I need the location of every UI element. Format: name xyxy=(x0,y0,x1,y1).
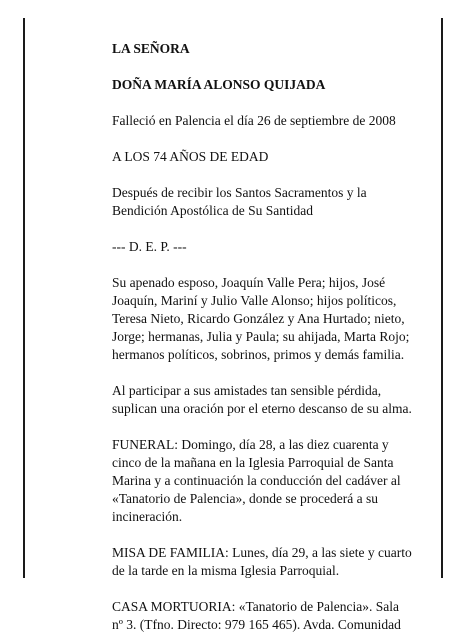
deceased-name: DOÑA MARÍA ALONSO QUIJADA xyxy=(112,77,326,92)
casa-mortuoria-paragraph: CASA MORTUORIA: «Tanatorio de Palencia». Sala nº 3. (Tfno. Directo: 979 165 465). Avda. Comunidad xyxy=(112,599,401,632)
obituary-text xyxy=(112,40,412,634)
dep-line: --- D. E. P. --- xyxy=(112,239,187,254)
age-line: A LOS 74 AÑOS DE EDAD xyxy=(112,149,269,164)
family-mass-paragraph: MISA DE FAMILIA: Lunes, día 29, a las siete y cuarto de la tarde en la misma Iglesia Parroquial. xyxy=(112,545,412,578)
funeral-paragraph: FUNERAL: Domingo, día 28, a las diez cuarenta y cinco de la mañana en la Iglesia Parroquial de Santa Marina y a continuación la conducción del cadáver al «Tanatorio de Palencia», donde se procederá a su incineración. xyxy=(112,437,401,524)
death-notice: Falleció en Palencia el día 26 de septiembre de 2008 xyxy=(112,113,396,128)
sacraments-paragraph: Después de recibir los Santos Sacramentos y la Bendición Apostólica de Su Santidad xyxy=(112,185,367,218)
family-paragraph: Su apenado esposo, Joaquín Valle Pera; hijos, José Joaquín, Mariní y Julio Valle Alonso; hijos políticos, Teresa Nieto, Ricardo González y Ana Hurtado; nieto, Jorge; hermanas, Julia y Paula; su ahijada, Marta Rojo; hermanos políticos, sobrinos, primos y demás familia. xyxy=(112,275,410,362)
title-line: LA SEÑORA xyxy=(112,41,190,56)
request-paragraph: Al participar a sus amistades tan sensible pérdida, suplican una oración por el eterno descanso de su alma. xyxy=(112,383,412,416)
